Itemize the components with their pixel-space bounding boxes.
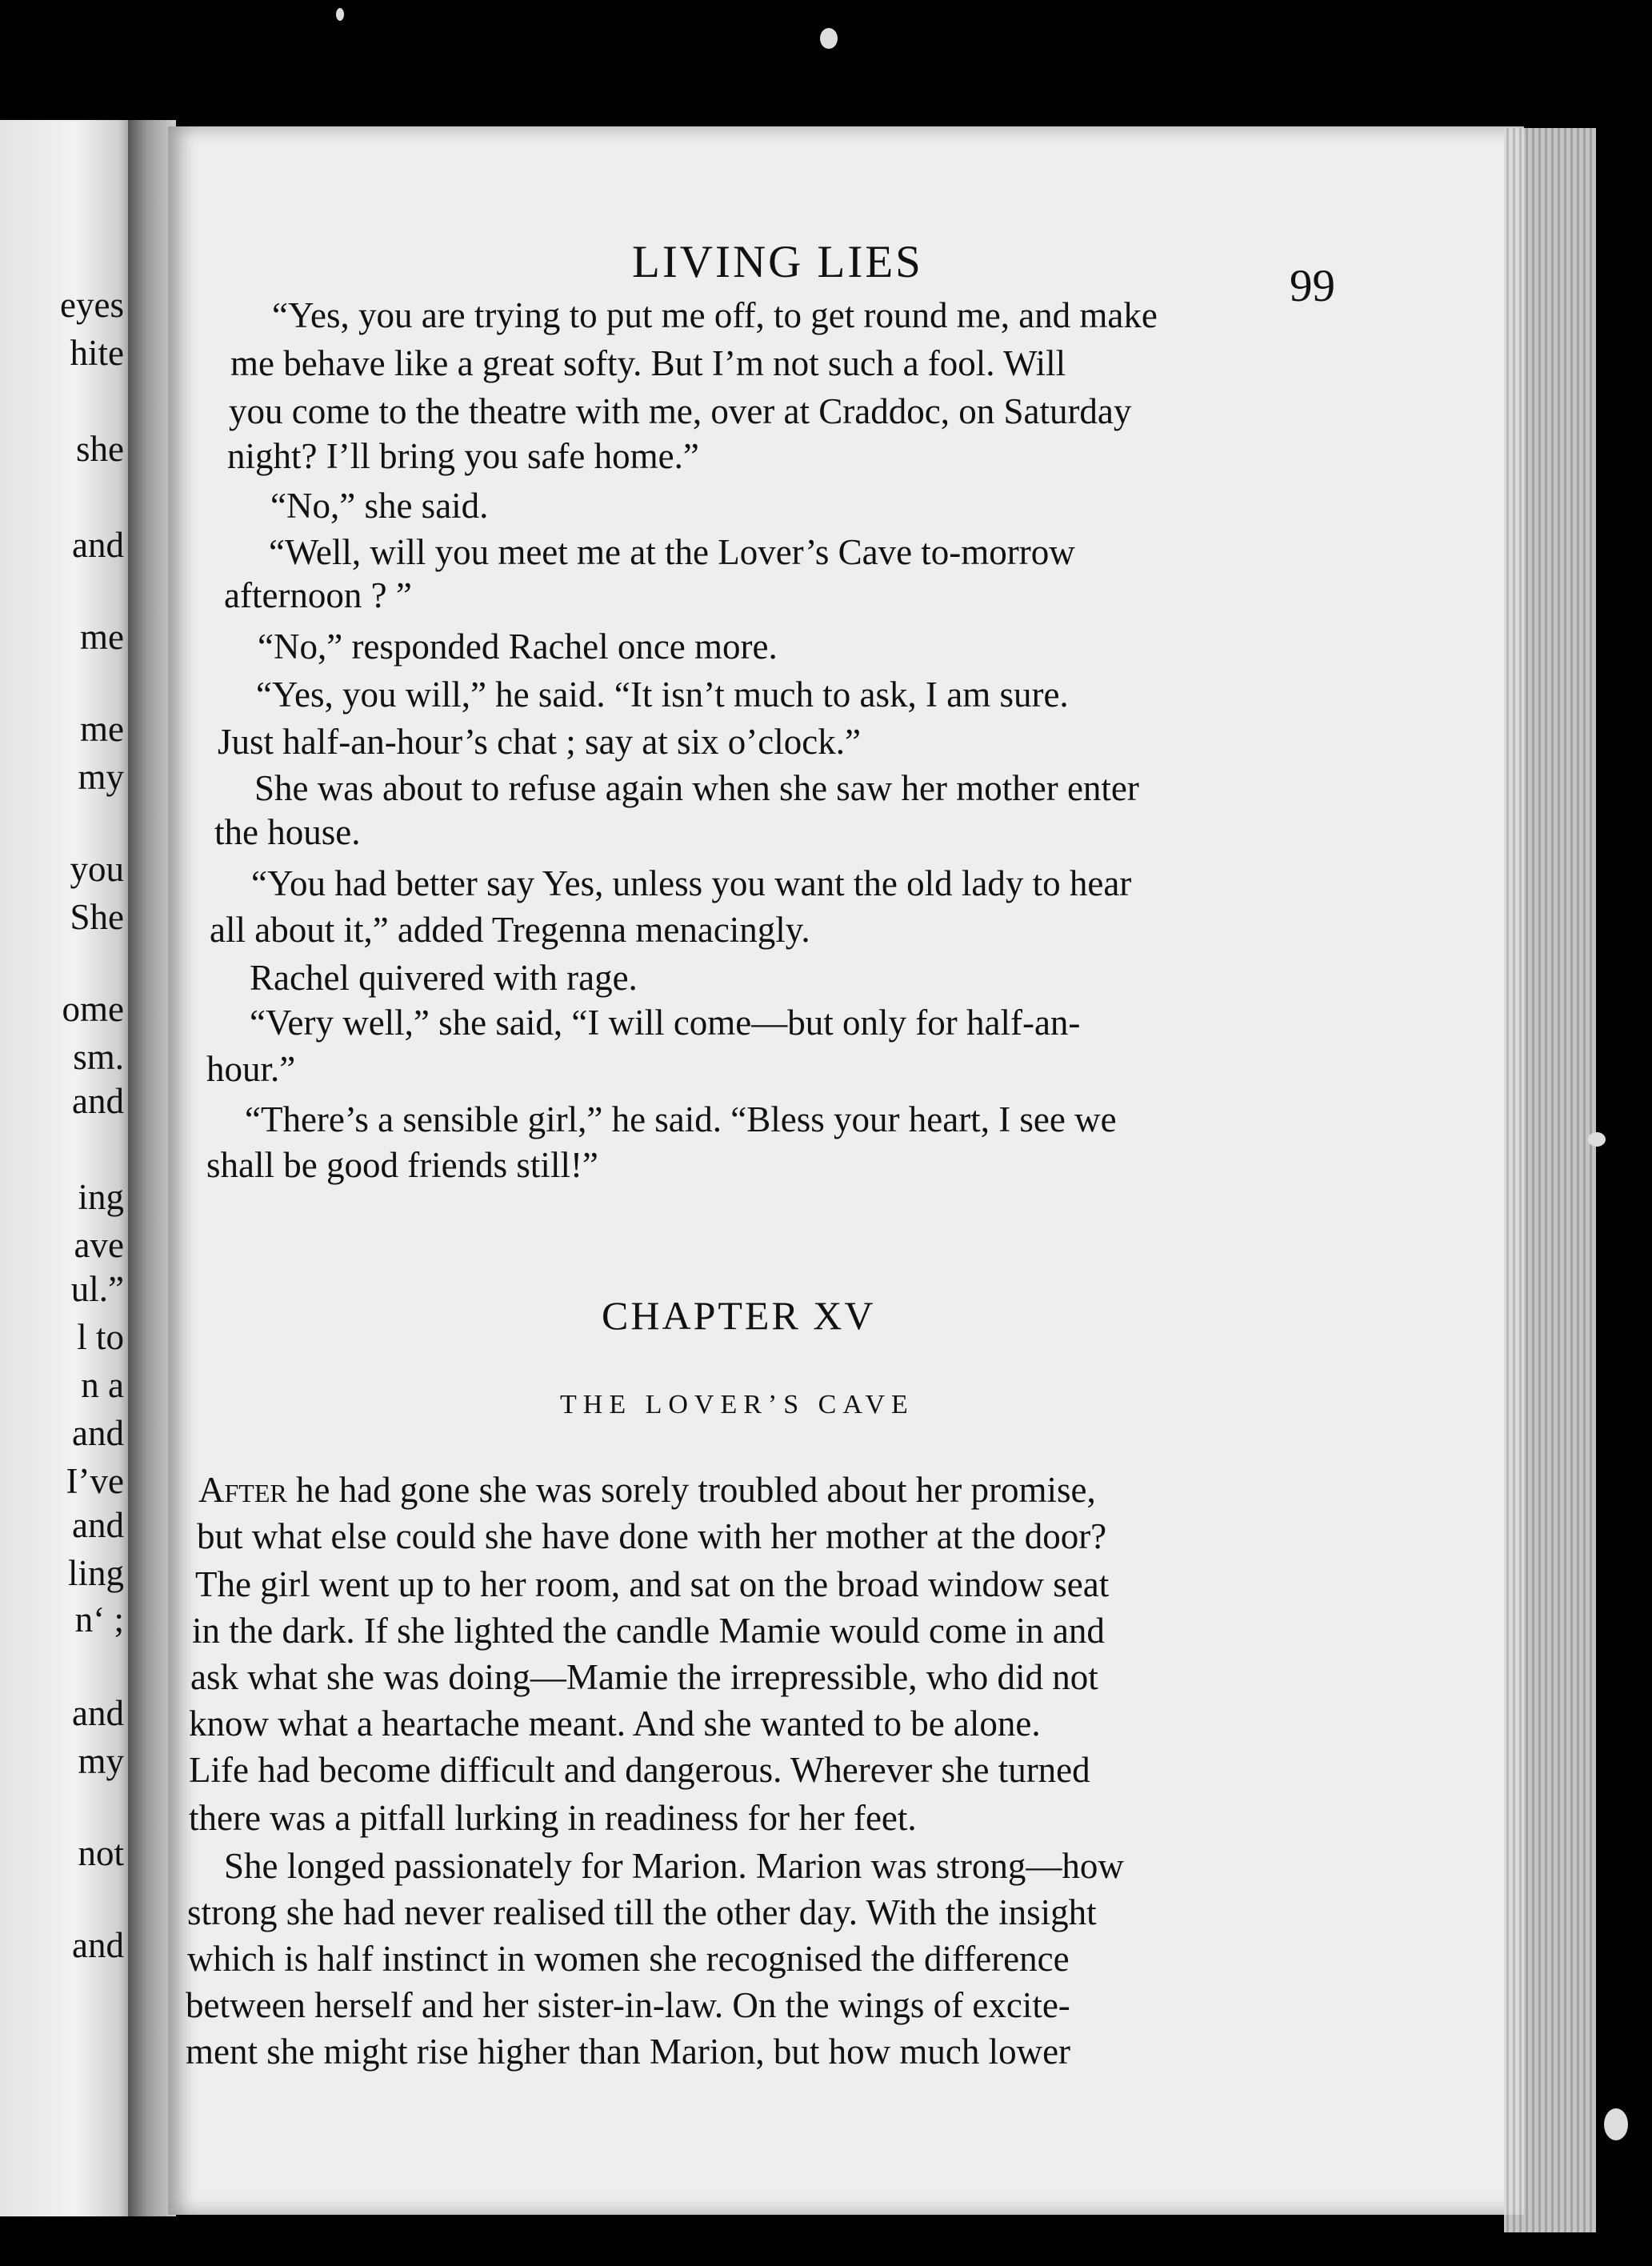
dust-speck	[336, 8, 344, 21]
text-line-rest: he had gone she was sorely troubled about her promise,	[286, 1470, 1096, 1510]
text-line: “No,” she said.	[270, 486, 489, 526]
left-page-word: my	[78, 757, 124, 797]
left-page-word: and	[72, 1413, 124, 1453]
text-line: “Yes, you are trying to put me off, to get round me, and make	[272, 295, 1158, 335]
left-page-word: ome	[62, 989, 124, 1029]
text-line: know what a heartache meant. And she wanted to be alone.	[189, 1704, 1041, 1744]
text-line: She longed passionately for Marion. Marion was strong—how	[224, 1846, 1124, 1886]
left-page-word: and	[72, 525, 124, 565]
text-line: you come to the theatre with me, over at Craddoc, on Saturday	[229, 391, 1132, 431]
dust-speck	[820, 28, 838, 49]
left-page-word: and	[72, 1081, 124, 1121]
text-line: “Very well,” she said, “I will come—but only for half-an-	[250, 1003, 1081, 1043]
text-line: ask what she was doing—Mamie the irrepressible, who did not	[190, 1657, 1098, 1697]
text-line	[198, 1472, 1096, 1508]
left-page-word: l to	[77, 1317, 124, 1357]
dust-speck	[1604, 2108, 1628, 2140]
page-number: 99	[1290, 261, 1335, 311]
left-page-word: ing	[78, 1177, 124, 1217]
left-page-word: and	[72, 1925, 124, 1965]
left-page-word: She	[70, 897, 124, 937]
left-page-word: me	[80, 709, 124, 749]
text-line: Rachel quivered with rage.	[250, 958, 638, 998]
left-page-word: she	[76, 429, 124, 469]
text-line: but what else could she have done with her mother at the door?	[197, 1516, 1107, 1556]
left-page-word: I’ve	[66, 1461, 124, 1501]
text-line: strong she had never realised till the other day. With the insight	[187, 1892, 1097, 1932]
text-line: which is half instinct in women she recognised the difference	[187, 1939, 1070, 1979]
left-page-word: n a	[81, 1365, 124, 1405]
left-page-word: you	[70, 849, 124, 889]
text-line: “Well, will you meet me at the Lover’s Cave to-morrow	[269, 532, 1075, 572]
left-page-word: and	[72, 1693, 124, 1733]
text-line: the house.	[214, 812, 361, 852]
left-page-word: me	[80, 617, 124, 657]
left-page-word: n‘ ;	[74, 1599, 124, 1639]
text-line: shall be good friends still!”	[206, 1145, 598, 1185]
left-page-word: hite	[70, 333, 124, 373]
chapter-title: CHAPTER XV	[602, 1293, 876, 1338]
text-line: “You had better say Yes, unless you want the old lady to hear	[251, 863, 1132, 903]
text-line: Life had become difficult and dangerous. Wherever she turned	[189, 1750, 1090, 1790]
drop-word: After	[198, 1470, 287, 1510]
text-line: in the dark. If she lighted the candle Mamie would come in and	[192, 1611, 1105, 1651]
left-page-word: eyes	[60, 285, 124, 325]
text-line: She was about to refuse again when she saw her mother enter	[254, 768, 1139, 808]
text-line: The girl went up to her room, and sat on the broad window seat	[195, 1564, 1110, 1604]
text-line: “Yes, you will,” he said. “It isn’t much to ask, I am sure.	[256, 675, 1069, 715]
dust-speck	[1588, 1132, 1606, 1147]
text-line: there was a pitfall lurking in readiness for her feet.	[189, 1798, 917, 1838]
text-line: afternoon ? ”	[224, 575, 412, 615]
chapter-subtitle: THE LOVER’S CAVE	[560, 1390, 914, 1419]
text-line: “No,” responded Rachel once more.	[258, 627, 778, 667]
left-page-word: sm.	[73, 1037, 124, 1077]
left-page-word: ave	[74, 1225, 124, 1265]
text-line: hour.”	[206, 1049, 296, 1089]
left-page-word: not	[78, 1833, 124, 1873]
left-page-word: my	[78, 1741, 124, 1781]
left-page-word: and	[72, 1505, 124, 1545]
running-head: LIVING LIES	[632, 237, 923, 287]
text-line: night? I’ll bring you safe home.”	[227, 436, 699, 476]
text-line: ment she might rise higher than Marion, but how much lower	[186, 2032, 1071, 2072]
text-line: “There’s a sensible girl,” he said. “Bless your heart, I see we	[245, 1099, 1117, 1139]
text-line: all about it,” added Tregenna menacingly.	[210, 910, 810, 950]
text-line: me behave like a great softy. But I’m not such a fool. Will	[230, 343, 1066, 383]
text-line: Just half-an-hour’s chat ; say at six o’clock.”	[218, 722, 861, 762]
left-page-word: ling	[67, 1553, 124, 1593]
left-page-word: ul.”	[70, 1269, 124, 1309]
text-line: between herself and her sister-in-law. On the wings of excite-	[186, 1985, 1070, 2025]
